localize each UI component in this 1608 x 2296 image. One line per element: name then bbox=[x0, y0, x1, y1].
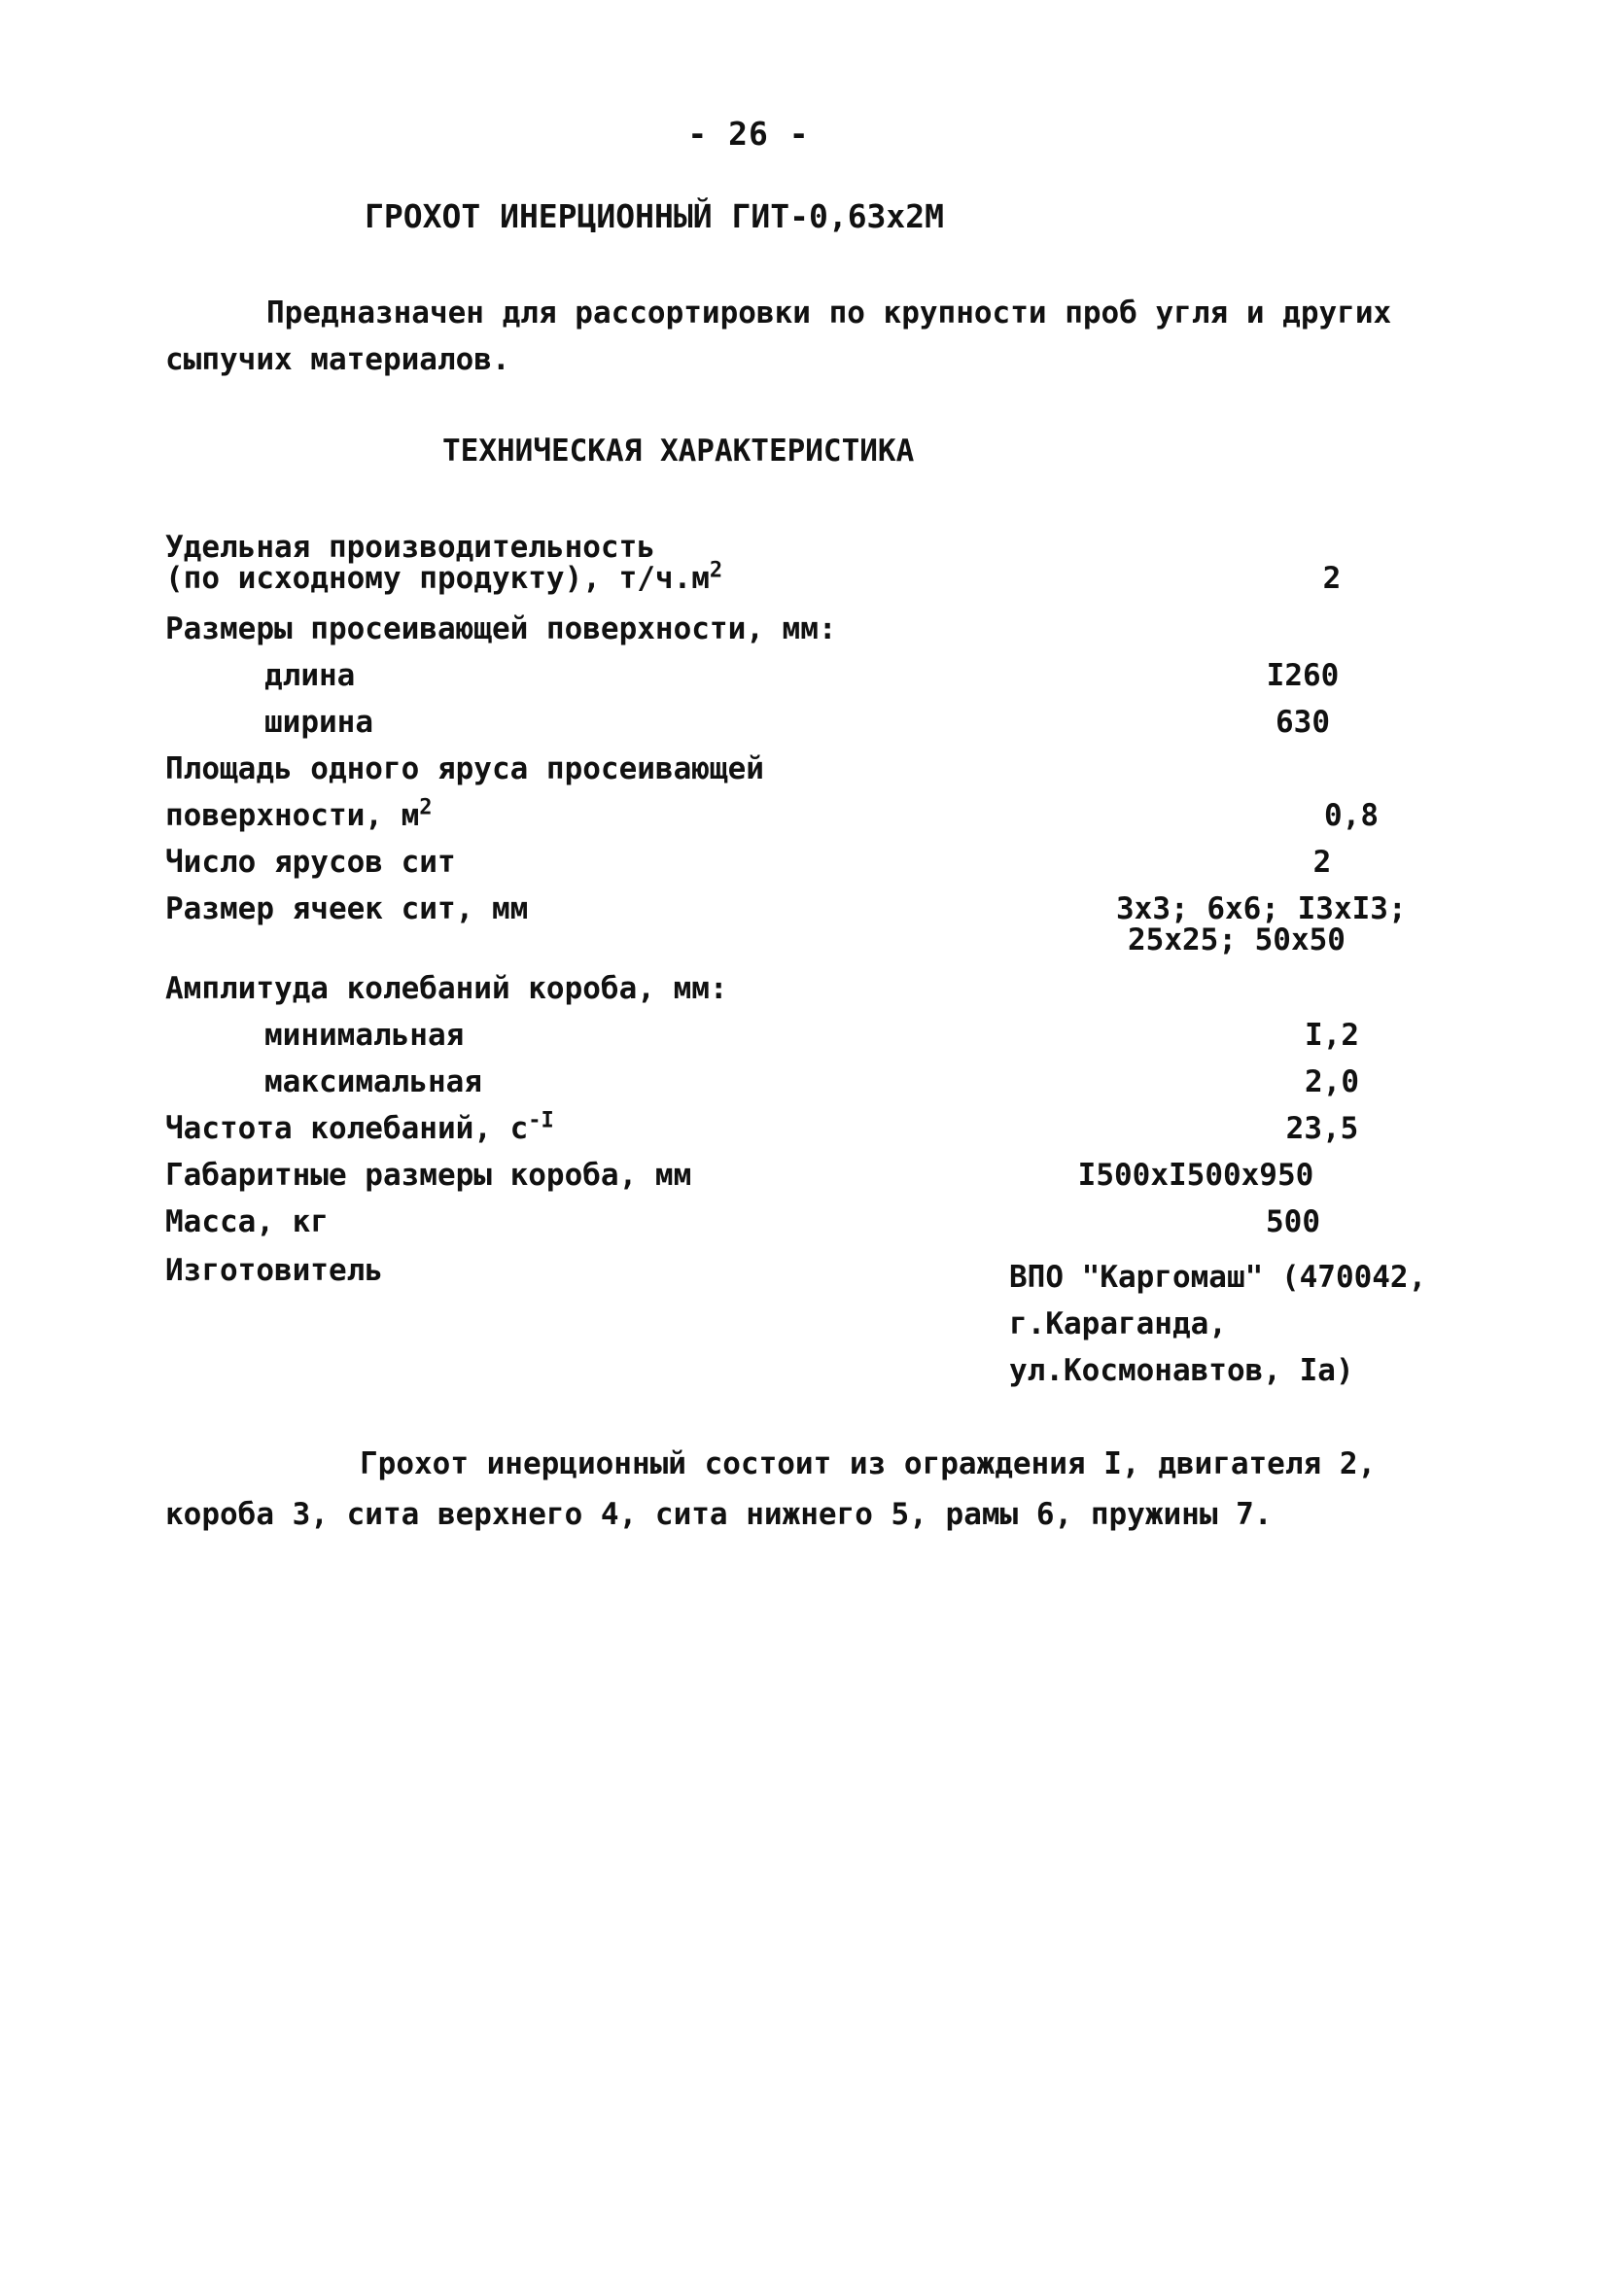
spec-width-value: 630 bbox=[1276, 705, 1330, 740]
spec-area-label-text: поверхности, м bbox=[165, 798, 420, 833]
spec-amplitude-max-label: максимальная bbox=[264, 1064, 482, 1099]
closing-paragraph: Грохот инерционный состоит из ограждения I, двигателя 2, короба 3, сита верхнего 4, сита нижнего 5, рамы 6, пружины 7. bbox=[165, 1446, 1377, 1532]
page-number: - 26 - bbox=[687, 115, 810, 153]
spec-width-label: ширина bbox=[264, 705, 373, 740]
spec-mass-label: Масса, кг bbox=[165, 1204, 329, 1239]
spec-frequency-label-text: Частота колебаний, с bbox=[165, 1111, 529, 1146]
spec-amplitude-label: Амплитуда колебаний короба, мм: bbox=[165, 971, 728, 1006]
spec-area-label-2 bbox=[165, 795, 433, 833]
spec-amplitude-min-label: минимальная bbox=[264, 1018, 465, 1053]
spec-dimensions-label: Габаритные размеры короба, мм bbox=[165, 1158, 692, 1193]
spec-mass-value: 500 bbox=[1266, 1204, 1320, 1239]
spec-tiers-label: Число ярусов сит bbox=[165, 845, 456, 880]
spec-productivity-label-1: Удельная производительность bbox=[165, 530, 655, 565]
spec-heading: ТЕХНИЧЕСКАЯ ХАРАКТЕРИСТИКА bbox=[442, 434, 915, 469]
spec-mesh-value-1: 3х3; 6х6; I3хI3; bbox=[1116, 891, 1407, 926]
spec-manufacturer-value: ВПО "Каргомаш" (470042, г.Караганда, ул.Космонавтов, Iа) bbox=[1009, 1260, 1427, 1388]
spec-frequency-value: 23,5 bbox=[1285, 1111, 1359, 1146]
spec-frequency-sup: -I bbox=[528, 1108, 554, 1133]
spec-area-value: 0,8 bbox=[1324, 798, 1379, 833]
spec-length-label: длина bbox=[264, 658, 356, 693]
spec-mesh-value-2: 25х25; 50х50 bbox=[1128, 922, 1346, 957]
spec-manufacturer-label: Изготовитель bbox=[165, 1253, 383, 1288]
purpose-paragraph: Предназначен для рассортировки по крупности проб угля и других сыпучих материалов. bbox=[165, 296, 1392, 377]
spec-tiers-value: 2 bbox=[1312, 845, 1332, 880]
spec-productivity-label-text: (по исходному продукту), т/ч.м bbox=[165, 561, 710, 596]
spec-productivity-label-2 bbox=[165, 558, 723, 596]
spec-area-label-1: Площадь одного яруса просеивающей bbox=[165, 751, 764, 786]
spec-dimensions-value: I500хI500х950 bbox=[1077, 1158, 1314, 1193]
spec-area-sup: 2 bbox=[419, 795, 433, 820]
spec-mesh-label: Размер ячеек сит, мм bbox=[165, 891, 529, 926]
spec-length-value: I260 bbox=[1266, 658, 1340, 693]
spec-amplitude-max-value: 2,0 bbox=[1305, 1064, 1359, 1099]
spec-frequency-label bbox=[165, 1108, 554, 1146]
spec-productivity-sup: 2 bbox=[709, 558, 723, 583]
spec-screen-size-label: Размеры просеивающей поверхности, мм: bbox=[165, 611, 837, 646]
spec-amplitude-min-value: I,2 bbox=[1305, 1018, 1359, 1053]
spec-productivity-value: 2 bbox=[1322, 561, 1342, 596]
document-title: ГРОХОТ ИНЕРЦИОННЫЙ ГИТ-0,63х2М bbox=[365, 197, 945, 235]
